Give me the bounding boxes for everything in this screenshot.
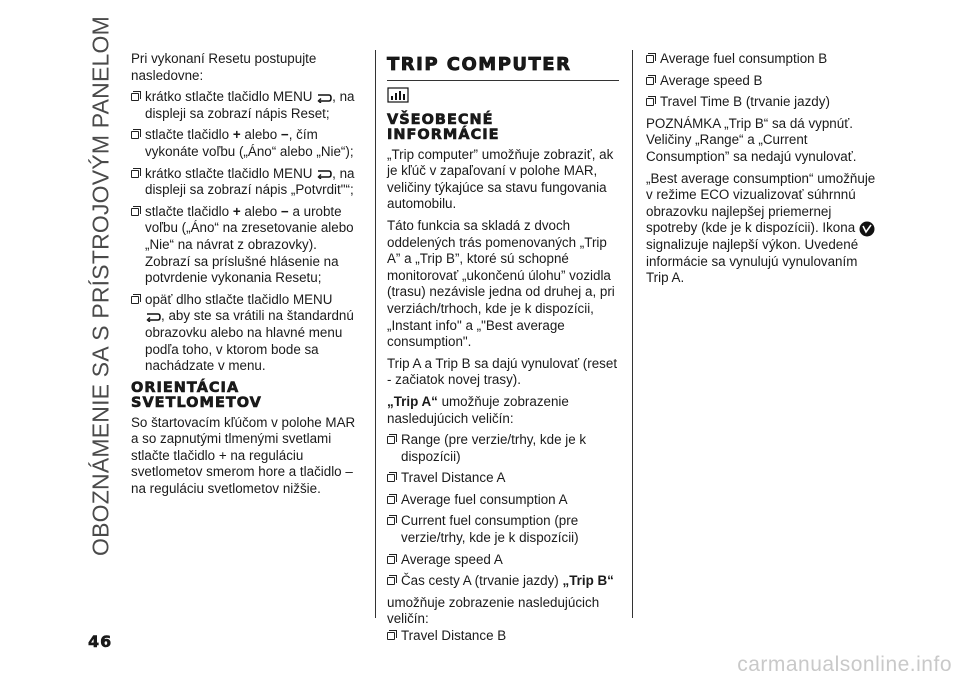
trip-intro: „Trip computer” umožňuje zobraziť, ak je kľúč v zapaľovaní v polohe MAR, veličiny týkajúce sa stavu fungovania automobilu. bbox=[387, 146, 614, 212]
plus-icon: + bbox=[232, 127, 241, 143]
trip-a-intro: „Trip A“ umožňuje zobrazenie nasledujúcich veličín: bbox=[387, 393, 569, 426]
list-item: Current fuel consumption (pre verzie/trhy, kde je k dispozícii) bbox=[387, 513, 619, 546]
section-title: TRIP COMPUTER bbox=[387, 57, 619, 81]
reset-step-3: krátko stlačte tlačidlo MENU , na displeji sa zobrazí nápis „Potvrdit"“; bbox=[131, 166, 362, 199]
column-3 bbox=[646, 51, 882, 292]
list-item: Average speed A bbox=[387, 552, 619, 569]
trip-description: Táto funkcia sa skladá z dvoch oddelených trás pomenovaných „Trip A” a „Trip B”, ktoré sú schopné monitorovať „ukončenú úlohu” vozidla (trasu) nezávisle jedna od druhej a, pri verziách/trhoch, kde je k dispozícii, „Instant info" a „"Best average consumption". bbox=[387, 217, 615, 350]
list-item: Travel Time B (trvanie jazdy) bbox=[646, 94, 882, 111]
column-1 bbox=[131, 51, 362, 503]
reset-intro: Pri vykonaní Resetu postupujte nasledovne: bbox=[131, 51, 317, 83]
list-item: Range (pre verzie/trhy, kde je k dispozícii) bbox=[387, 432, 619, 465]
trip-reset-note: Trip A a Trip B sa dajú vynulovať (reset - začiatok novej trasy). bbox=[387, 355, 618, 388]
trip-a-list bbox=[387, 432, 619, 568]
eco-leaf-icon bbox=[859, 221, 875, 237]
column-divider-1 bbox=[375, 50, 376, 618]
menu-return-icon bbox=[316, 93, 332, 103]
chapter-title: OBOZNÁMENIE SA S PRÍSTROJOVÝM PANELOM bbox=[87, 16, 114, 556]
reset-step-4: stlačte tlačidlo + alebo − a urobte voľbu („Áno“ na zresetovanie alebo „Nie“ na návrat z obrazovky). Zobrazí sa príslušné hlásenie na potvrdenie vykonania Resetu; bbox=[131, 204, 362, 287]
headlight-body: So štartovacím kľúčom v polohe MAR a so zapnutými tlmenými svetlami stlačte tlačidlo + na reguláciu svetlometov smerom hore a tlačidlo – na reguláciu svetlometov nižšie. bbox=[131, 414, 356, 497]
menu-return-icon bbox=[145, 312, 161, 322]
minus-icon: − bbox=[280, 127, 289, 143]
column-divider-2 bbox=[632, 50, 633, 618]
trip-b-intro: umožňuje zobrazenie nasledujúcich veličín: bbox=[387, 594, 600, 627]
reset-step-2: stlačte tlačidlo + alebo −, čím vykonáte voľbu („Áno“ alebo „Nie“); bbox=[131, 127, 362, 160]
column-2 bbox=[387, 51, 619, 650]
list-item: Travel Distance B bbox=[387, 628, 619, 645]
minus-icon: − bbox=[280, 203, 289, 219]
reset-step-5: opäť dlho stlačte tlačidlo MENU , aby ste sa vrátili na štandardnú obrazovku alebo na hlavné menu podľa toho, v ktorom bode sa nachádzate v menu. bbox=[131, 292, 362, 375]
plus-icon: + bbox=[232, 203, 241, 219]
list-item: Average fuel consumption B bbox=[646, 51, 882, 68]
best-average-text: „Best average consumption“ umožňuje v režime ECO vizualizovať súhrnnú obrazovku najlepšej priemernej spotreby (kde je k dispozícii). Ikona signalizuje najlepší výkon. Uvedené informácie sa vynulujú vynulovaním Trip A. bbox=[646, 170, 876, 286]
reset-step-1: krátko stlačte tlačidlo MENU , na displeji sa zobrazí nápis Reset; bbox=[131, 89, 362, 122]
general-info-heading: VŠEOBECNÉ INFORMÁCIE bbox=[387, 111, 500, 143]
list-item: Travel Distance A bbox=[387, 470, 619, 487]
trip-a-time-item: Čas cesty A (trvanie jazdy) „Trip B“ bbox=[387, 573, 619, 590]
chapter-sidebar bbox=[86, 16, 116, 556]
page-number: 46 bbox=[88, 632, 113, 651]
trip-note: POZNÁMKA „Trip B“ sa dá vypnúť. Veličiny „Range“ a „Current Consumption” sa nedajú vynulovať. bbox=[646, 115, 857, 164]
watermark: carmanualsonline.info bbox=[737, 653, 952, 676]
headlight-heading: ORIENTÁCIA SVETLOMETOV bbox=[131, 379, 262, 411]
list-item: Average speed B bbox=[646, 73, 882, 90]
gauge-icon bbox=[387, 87, 409, 103]
menu-return-icon bbox=[316, 169, 332, 179]
trip-b-list bbox=[646, 51, 882, 111]
list-item: Average fuel consumption A bbox=[387, 492, 619, 509]
